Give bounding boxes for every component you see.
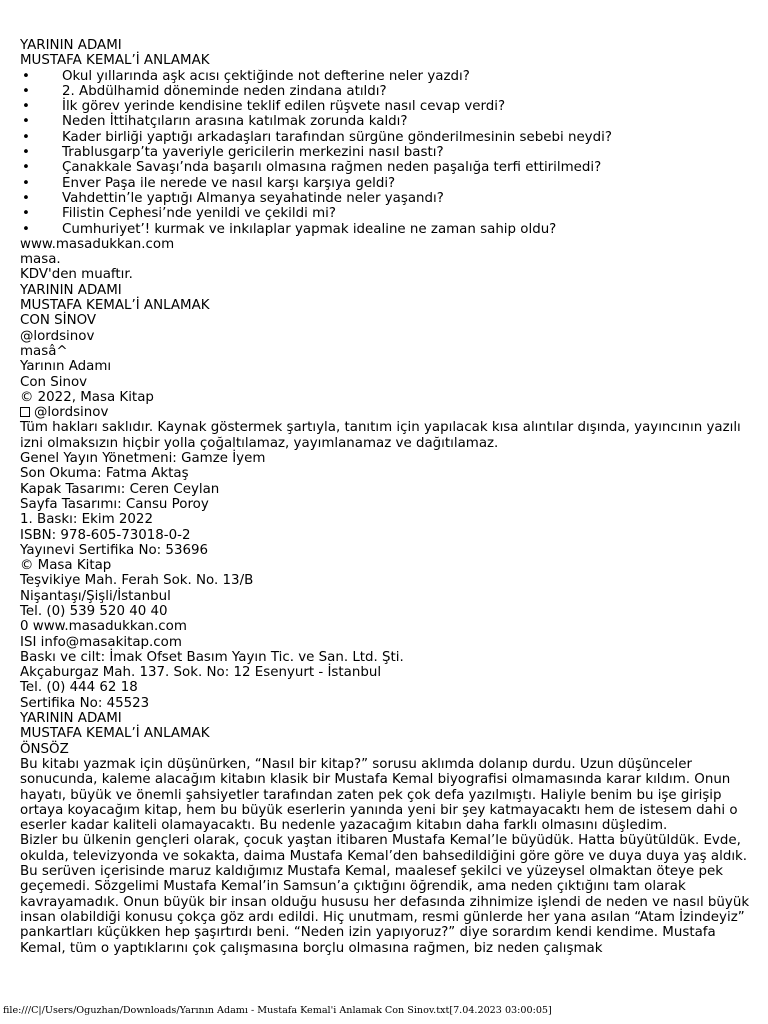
list-item: • Neden İttihatçıların arasına katılmak zorunda kaldı? [22, 114, 408, 130]
list-item: • Filistin Cephesi’nde yenildi ve çekildi mi? [22, 206, 336, 222]
bullet-icon: • [22, 99, 30, 115]
colophon-title: Yarının Adamı [20, 359, 112, 375]
list-item: • Trablusgarp’ta yaveriyle gericilerin merkezini nasıl bastı? [22, 145, 444, 161]
colophon-line: Sayfa Tasarımı: Cansu Poroy [20, 496, 209, 512]
colophon-line: ISI info@masakitap.com [20, 634, 182, 650]
copyright-line: © 2022, Masa Kitap [20, 389, 154, 405]
book-title: YARININ ADAMI [20, 38, 122, 53]
book-subtitle: MUSTAFA KEMAL’İ ANLAMAK [20, 53, 210, 69]
colophon-line: YARININ ADAMI [20, 711, 122, 727]
publisher-logo-text: masâ^ [20, 343, 68, 359]
colophon-line: Nişantaşı/Şişli/İstanbul [20, 588, 171, 604]
bullet-icon: • [22, 83, 30, 99]
colophon-line: Akçaburgaz Mah. 137. Sok. No: 12 Esenyurt - İstanbul [20, 665, 382, 681]
colophon-line: Genel Yayın Yönetmeni: Gamze İyem [20, 451, 266, 467]
preface-paragraph: Bizler bu ülkenin gençleri olarak, çocuk yaştan itibaren Mustafa Kemal’le büyüdük. Hatta büyütüldük. Evde, okulda, televizyonda ve sokakta, daima Mustafa Kemal’den bahsedildiğini göre göre ve duya duya yaş aldık. Bu serüven içerisinde maruz kaldığımız Mustafa Kemal, maalesef şekilci ve yüzeysel olmaktan öteye pek geçemedi. Sözgelimi Mustafa Kemal’in Samsun’a çıktığını öğrendik, ama neden çıktığını tam olarak kavrayamadık. Onun büyük bir insan olduğu hususu her defasında zihnimize işlendi de neden ve nasıl büyük insan olabildiği konusu çokça göz ardı edildi. Hiç unutmam, resmi günlerde her yana asılan “Atam İzindeyiz” pankartları küçükken hep şaşırtırdı beni. “Neden izin yapıyoruz?” diye sorardım kendi kendime. Mustafa Kemal, tüm o yaptıklarını çok çalışmasına borçlu olmasına rağmen, biz neden çalışmak [20, 833, 750, 956]
bullet-icon: • [22, 175, 30, 191]
colophon-line: Son Okuma: Fatma Aktaş [20, 466, 189, 482]
list-item: • Çanakkale Savaşı’nda başarılı olmasına rağmen neden paşalığa terfi ettirilmedi? [22, 160, 602, 176]
bullet-icon: • [22, 190, 30, 206]
question-list [20, 69, 764, 237]
colophon-line: Teşvikiye Mah. Ferah Sok. No. 13/B [20, 573, 254, 589]
tax-note: KDV'den muaftır. [20, 267, 133, 283]
file-path-footer: file:///C|/Users/Oguzhan/Downloads/Yarının Adamı - Mustafa Kemal'i Anlamak Con Sinov.txt[7.04.2023 03:00:05] [3, 1005, 552, 1016]
publisher-short: masa. [20, 252, 61, 268]
bullet-icon: • [22, 160, 30, 176]
colophon-line: Sertifika No: 45523 [20, 695, 150, 711]
colophon-line: ISBN: 978-605-73018-0-2 [20, 527, 191, 543]
bullet-icon: • [22, 114, 30, 130]
author-handle: @lordsinov [20, 328, 95, 344]
colophon-line: Tel. (0) 444 62 18 [20, 680, 138, 696]
website-link: www.masadukkan.com [20, 236, 175, 252]
social-icon [20, 407, 30, 417]
colophon-line: 0 www.masadukkan.com [20, 619, 187, 635]
book-subtitle: MUSTAFA KEMAL’İ ANLAMAK [20, 298, 210, 314]
bullet-icon: • [22, 129, 30, 145]
colophon-line: Baskı ve cilt: İmak Ofset Basım Yayın Tic. ve San. Ltd. Şti. [20, 649, 404, 665]
list-item: • Vahdettin’le yaptığı Almanya seyahatinde neler yaşandı? [22, 190, 444, 206]
colophon-author: Con Sinov [20, 374, 88, 390]
rights-notice: Tüm hakları saklıdır. Kaynak göstermek şartıyla, tanıtım için yapılacak kısa alıntılar dışında, yayıncının yazılı izni olmaksızın hiçbir yolla çoğaltılamaz, yayımlanamaz ve dağıtılamaz. [20, 420, 741, 451]
bullet-icon: • [22, 221, 30, 237]
colophon-line: Kapak Tasarımı: Ceren Ceylan [20, 481, 220, 497]
bullet-icon: • [22, 68, 30, 84]
list-item: • Cumhuriyet’! kurmak ve inkılaplar yapmak idealine ne zaman sahip oldu? [22, 221, 557, 237]
colophon-handle: @lordsinov [34, 405, 109, 421]
bullet-icon: • [22, 206, 30, 222]
list-item: • Kader birliği yaptığı arkadaşları tarafından sürgüne gönderilmesinin sebebi neydi? [22, 129, 612, 145]
list-item: • 2. Abdülhamid döneminde neden zindana atıldı? [22, 83, 387, 99]
author-name: CON SİNOV [20, 313, 97, 329]
colophon-line: Tel. (0) 539 520 40 40 [20, 603, 168, 619]
colophon-line: Yayınevi Sertifika No: 53696 [20, 542, 209, 558]
colophon-line: 1. Baskı: Ekim 2022 [20, 512, 153, 528]
document-body [20, 38, 764, 956]
colophon-line: MUSTAFA KEMAL’İ ANLAMAK [20, 726, 210, 742]
colophon-handle-row [20, 405, 764, 420]
section-heading: ÖNSÖZ [20, 741, 69, 757]
list-item: • İlk görev yerinde kendisine teklif edilen rüşvete nasıl cevap verdi? [22, 99, 506, 115]
book-title: YARININ ADAMI [20, 282, 122, 298]
bullet-icon: • [22, 145, 30, 161]
list-item: • Okul yıllarında aşk acısı çektiğinde not defterine neler yazdı? [22, 68, 470, 84]
list-item: • Enver Paşa ile nerede ve nasıl karşı karşıya geldi? [22, 175, 396, 191]
preface-paragraph: Bu kitabı yazmak için düşünürken, “Nasıl bir kitap?” sorusu aklımda dolanıp durdu. Uzun düşünceler sonucunda, kaleme alacağım kitabın klasik bir Mustafa Kemal biyografisi olmamasında karar kıldım. Onun hayatı, büyük ve önemli şahsiyetler tarafından zaten pek çok defa yazılmıştı. Haliyle benim bu işe girişip ortaya koyacağım kitap, hem bu büyük eserlerin yanında yeni bir şey katmayacaktı hem de istesem dahi o eserler kadar kaliteli olamayacaktı. Bu nedenle yazacağım kitabın daha farklı olmasını düşledim. [20, 756, 738, 834]
colophon-line: © Masa Kitap [20, 558, 112, 574]
